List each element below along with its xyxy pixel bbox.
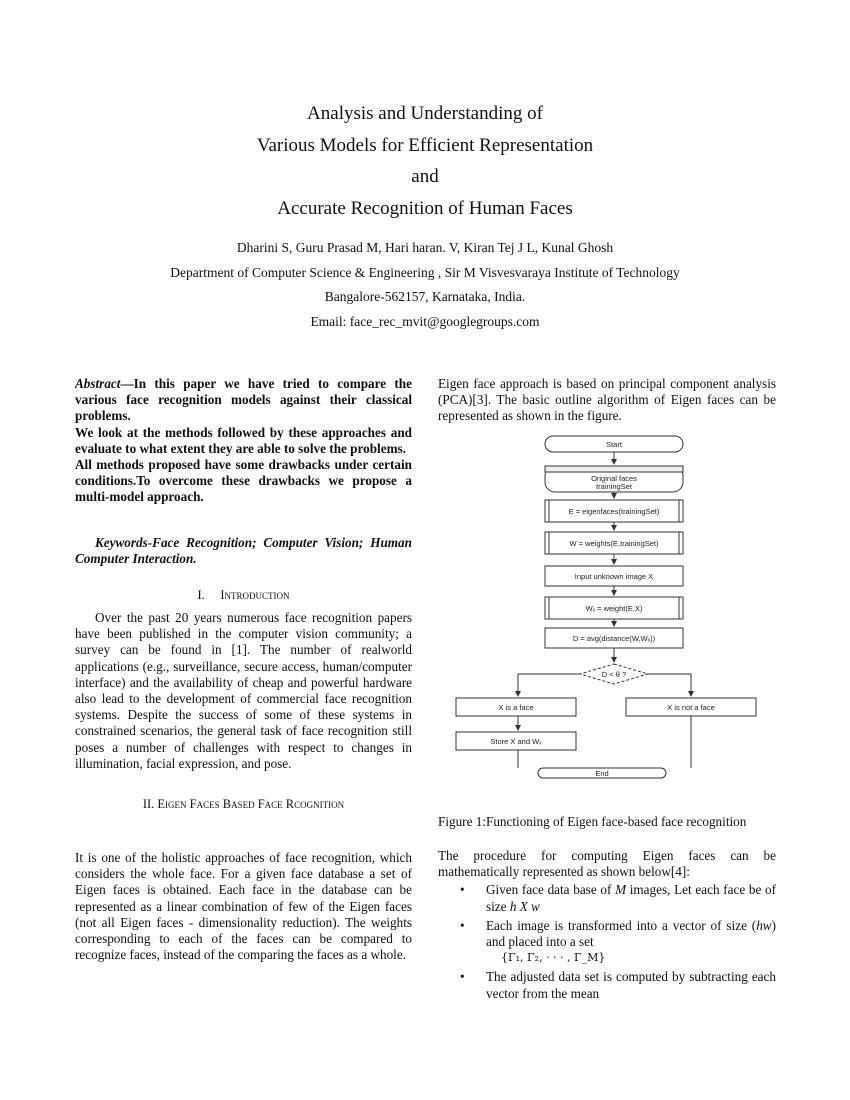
store-label: Store X and Wₓ — [490, 737, 542, 746]
title-line-3: and — [411, 166, 439, 187]
title-line-4: Accurate Recognition of Human Faces — [277, 197, 573, 219]
author-names: Dharini S, Guru Prasad M, Hari haran. V, Kiran Tej J L, Kunal Ghosh — [236, 240, 614, 255]
paper-title — [0, 98, 850, 224]
weights-label: W = weights(E,trainingSet) — [569, 539, 659, 548]
procedure — [438, 848, 776, 1005]
section-1-title: Introduction — [220, 588, 290, 602]
section-1-heading — [75, 588, 412, 603]
abstract — [75, 376, 412, 506]
author-email: Email: face_rec_mvit@googlegroups.com — [310, 313, 540, 329]
section-1-number: I. — [197, 588, 205, 602]
abstract-label: Abstract — [75, 376, 121, 391]
title-line-1: Analysis and Understanding of — [307, 103, 543, 124]
procedure-intro: The procedure for computing Eigen faces can be mathematically represented as shown below[4]: — [438, 848, 776, 880]
eigenfaces-label: E = eigenfaces(trainingSet) — [568, 507, 660, 516]
keywords: Keywords-Face Recognition; Computer Vision; Human Computer Interaction. — [75, 535, 412, 567]
introduction-paragraph: Over the past 20 years numerous face recognition papers have been published in the computer vision community; a survey can be found in [1]. The number of realworld applications (e.g., surveillance, secure access, human/computer interface) and the availability of cheap and powerful hardware also lead to the development of commercial face recognition systems. Despite the success of some of these systems in constrained scenarios, the general task of face recognition still poses a number of challenges with respect to changes in illumination, facial expression, and pose. — [75, 610, 412, 771]
is-face-label: X is a face — [498, 703, 534, 712]
eigenface-flowchart — [440, 430, 780, 810]
procedure-list — [438, 882, 776, 1001]
start-label: Start — [606, 440, 622, 449]
right-intro — [438, 376, 776, 425]
introduction-body — [75, 610, 412, 772]
eigen-faces-body — [75, 850, 412, 963]
eigen-faces-paragraph: It is one of the holistic approaches of face recognition, which considers the whole face. For a given face database a set of Eigen faces is obtained. Each face in the database can be represented as a linear combination of few of the Eigen faces (not all Eigen faces - dimensionality reduction). The weights corresponding to each of the faces can be compared to recognize faces, instead of the comparing the faces as a whole. — [75, 850, 412, 963]
abstract-text-3: All methods proposed have some drawbacks under certain conditions.To overcome these drawbacks we propose a multi-model approach. — [75, 457, 412, 505]
author-block — [0, 236, 850, 334]
author-location: Bangalore-562157, Karnataka, India. — [324, 289, 526, 304]
gamma-set-formula: {Γ₁, Γ₂, · · · , Γ_M} — [501, 951, 606, 965]
wx-label: Wₓ = weight(E,X) — [585, 604, 643, 613]
procedure-bullet-2: • Each image is transformed into a vector of size (hw) and placed into a set {Γ₁, Γ₂, · · · , Γ_M} — [486, 918, 776, 967]
original-faces-label-1: Original faces — [591, 474, 637, 483]
author-department: Department of Computer Science & Engineering , Sir M Visvesvaraya Institute of Technology — [170, 264, 680, 280]
procedure-bullet-3: • The adjusted data set is computed by subtracting each vector from the mean — [486, 969, 776, 1001]
input-label: Input unknown image X — [574, 572, 654, 581]
abstract-text-2: We look at the methods followed by these approaches and evaluate to what extent they are able to solve the problems. — [75, 424, 412, 456]
decision-label: D < θ ? — [601, 670, 627, 679]
title-line-2: Various Models for Efficient Representation — [256, 134, 594, 156]
original-faces-label-2: trainingSet — [596, 482, 632, 491]
procedure-bullet-1: • Given face data base of M images, Let each face be of size h X w — [486, 882, 776, 914]
not-face-label: X is not a face — [667, 703, 715, 712]
distance-label: D = avg(distance(W,Wₓ)) — [572, 634, 656, 643]
figure-caption: Figure 1:Functioning of Eigen face-based face recognition — [438, 814, 747, 829]
end-label: End — [595, 769, 609, 778]
right-intro-paragraph: Eigen face approach is based on principal component analysis (PCA)[3]. The basic outline algorithm of Eigen faces can be represented as shown in the figure. — [438, 376, 776, 424]
abstract-text-1: —In this paper we have tried to compare the various face recognition models against their classical problems. — [75, 376, 412, 424]
section-2-heading: II. Eigen Faces Based Face Rcognition — [142, 797, 345, 811]
